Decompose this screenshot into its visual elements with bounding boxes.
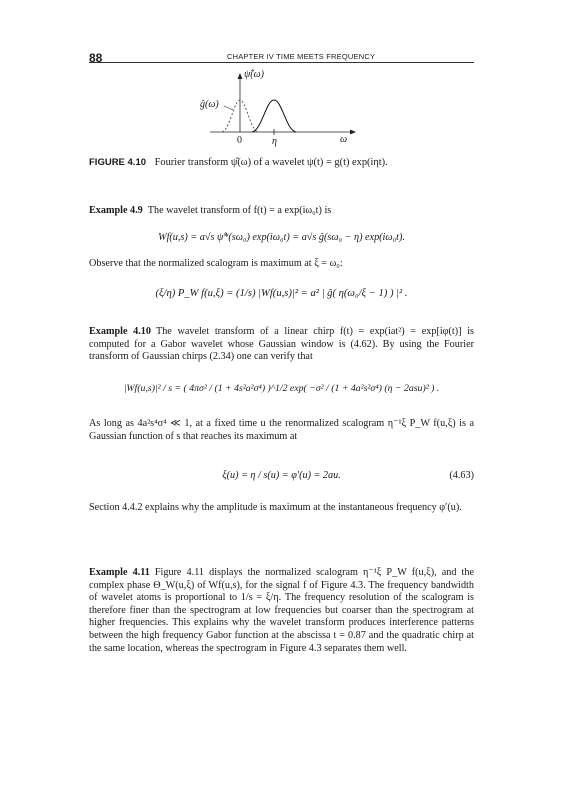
example-title: Example 4.11 bbox=[89, 567, 150, 578]
equation-4-63 bbox=[89, 470, 474, 481]
figure-caption bbox=[89, 157, 489, 168]
equation-wavelet-transform: Wf(u,s) = a√s ψ̂*(sω₀) exp(iω₀t) = a√s ĝ(sω₀ − η) exp(iω₀t). bbox=[158, 232, 405, 243]
origin-label: 0 bbox=[237, 135, 242, 146]
example-4-11-text bbox=[89, 567, 474, 655]
equation-chirp-scalogram: |Wf(u,s)|² / s = ( 4πσ² / (1 + 4s²a²σ⁴) )^1/2 exp( −σ² / (1 + 4a²s²σ⁴) (η − 2asu)² ) . bbox=[123, 383, 440, 394]
x-axis-label: ω bbox=[340, 134, 348, 145]
example-4-10-text3: Section 4.4.2 explains why the amplitude is maximum at the instantaneous frequency φ′(u). bbox=[89, 502, 462, 513]
example-4-10-text bbox=[89, 326, 474, 364]
example-text: The wavelet transform of a linear chirp f(t) = exp(iat²) = exp[iφ(t)] is computed for a Gabor wavelet whose Gaussian window is (4.62). By using the Fourier transform of Gaussian chirps (2.34) one can verify that bbox=[89, 326, 474, 363]
caption-text: Fourier transform ψ̂(ω) of a wavelet ψ(t) = g(t) exp(iηt). bbox=[154, 157, 388, 168]
equation-normalized-scalogram: (ξ/η) P_W f(u,ξ) = (1/s) |Wf(u,s)|² = a² | ĝ( η(ω₀/ξ − 1) ) |² . bbox=[155, 288, 408, 299]
y-axis-label: ψ̂(ω) bbox=[244, 69, 264, 80]
psi-hat-curve bbox=[252, 100, 296, 132]
x-axis-arrow bbox=[350, 130, 356, 135]
equation-body: ξ(u) = η / s(u) = φ′(u) = 2au. bbox=[222, 470, 341, 481]
fourier-transform-plot bbox=[200, 70, 370, 160]
header-rule bbox=[89, 62, 474, 63]
example-4-9-observe: Observe that the normalized scalogram is maximum at ξ = ω₀: bbox=[89, 258, 343, 269]
figure-id: FIGURE 4.10 bbox=[89, 157, 147, 168]
curve-label: ĝ(ω) bbox=[200, 99, 219, 110]
example-text: Figure 4.11 displays the normalized scalogram η⁻¹ξ P_W f(u,ξ), and the complex phase Θ_W(u,ξ) of Wf(u,s), for the signal f of Figure 4.3. The frequency bandwidth of wavelet atoms is proportional to 1/s = ξ/η. The frequency resolution of the scalogram is therefore finer than the spectrogram at low frequencies but coarser than the spectrogram at higher frequencies. This explains why the wavelet transform produces interference patterns between the high frequency Gabor function at the abscissa t = 0.87 and the quadratic chirp at the same location, whereas the spectrogram in Figure 4.3 separates them well. bbox=[89, 567, 474, 654]
eta-label: η bbox=[272, 136, 277, 147]
example-4-9-intro bbox=[89, 205, 474, 218]
figure-4-10 bbox=[200, 70, 370, 160]
label-pointer bbox=[224, 106, 233, 110]
running-header: CHAPTER IV TIME MEETS FREQUENCY bbox=[227, 52, 376, 61]
example-4-10-text2: As long as 4a²s⁴σ⁴ ≪ 1, at a fixed time u the renormalized scalogram η⁻¹ξ P_W f(u,ξ) is a Gaussian function of s that reaches its maximum at bbox=[89, 418, 474, 442]
example-title: Example 4.10 bbox=[89, 326, 151, 337]
page-number: 88 bbox=[89, 51, 103, 65]
example-text: The wavelet transform of f(t) = a exp(iω₀t) is bbox=[147, 205, 332, 216]
example-title: Example 4.9 bbox=[89, 205, 143, 216]
equation-number: (4.63) bbox=[449, 470, 474, 481]
y-axis-arrow bbox=[238, 73, 243, 79]
